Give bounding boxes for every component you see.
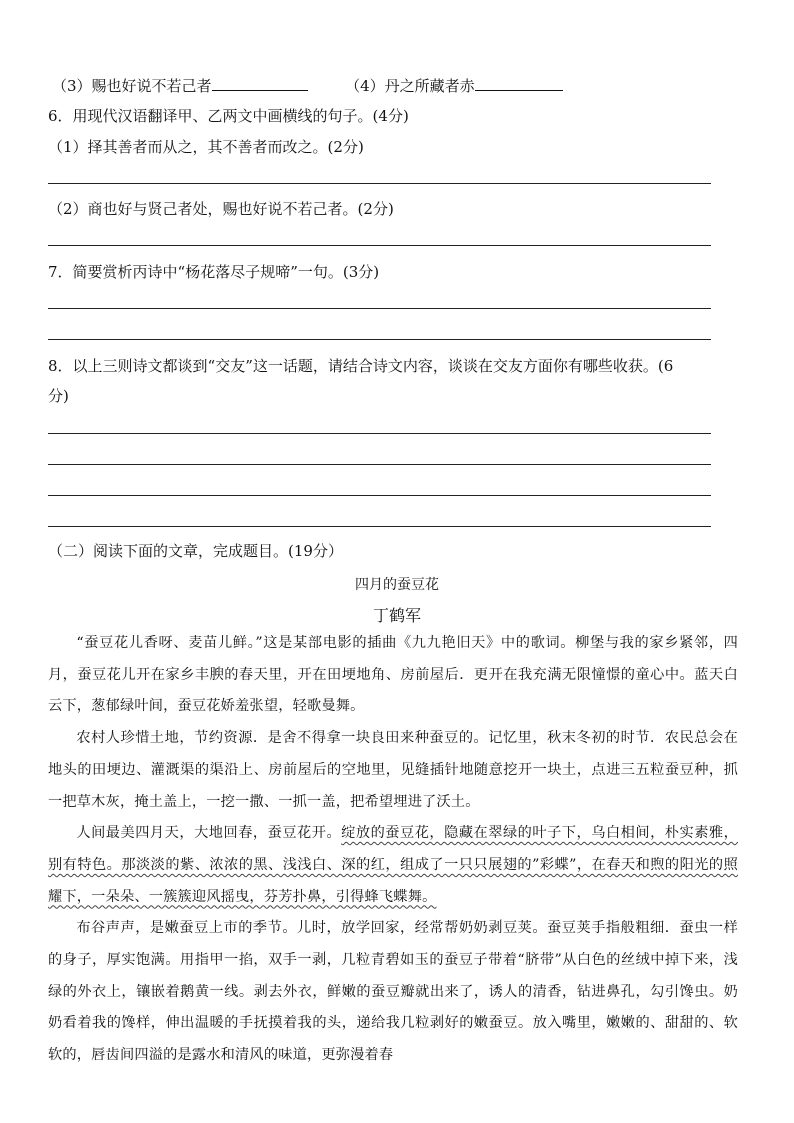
article-title: 四月的蚕豆花 [355,577,439,593]
answer-line[interactable] [48,183,711,184]
section-2-heading: （二）阅读下面的文章，完成题目。(19分） [48,542,343,560]
q5-item-3: （3）赐也好说不若己者 [52,77,212,95]
article-body [48,628,738,1072]
question-7-stem: 7．简要赏析丙诗中“杨花落尽子规啼”一句。(3分) [48,263,380,281]
answer-line[interactable] [48,308,711,309]
article-paragraph-4: 布谷声声，是嫩蚕豆上市的季节。儿时，放学回家，经常帮奶奶剥豆荚。蚕豆荚手指般粗细．蚕虫一样的身子，厚实饱满。用指甲一掐，双手一剥，几粒青碧如玉的蚕豆子带着“脐带”从白色的丝绒中掉下来，浅绿的外衣上，镶嵌着鹅黄一线。剥去外衣，鲜嫩的蚕豆瓣就出来了，诱人的清香，钻进鼻孔，勾引馋虫。奶奶看着我的馋样，伸出温暖的手抚摸着我的头，递给我几粒剥好的嫩蚕豆。放入嘴里，嫩嫩的、甜甜的、软软的，唇齿间四溢的是露水和清风的味道，更弥漫着春 [48,920,738,1064]
wavy-underlined-sentence: 绽放的蚕豆花，隐藏在翠绿的叶子下，乌白相间，朴实素雅，别有特色。那淡淡的紫、浓浓的黑、浅浅白、深的红，组成了一只只展翅的”彩蝶”，在春天和煦的阳光的照耀下，一朵朵、一簇簇迎风摇曳，芬芳扑鼻，引得蜂飞蝶舞。 [48,825,739,905]
answer-line[interactable] [48,245,711,246]
answer-line[interactable] [48,526,711,527]
article-paragraph-3 [48,818,738,913]
q5-item-4-blank[interactable] [475,74,563,91]
q5-item-4: （4）丹之所藏者赤 [345,77,475,95]
article-paragraph-1: “蚕豆花儿香呀、麦苗儿鲜。”这是某部电影的插曲《九九艳旧天》中的歌词。柳堡与我的家乡紧邻，四月，蚕豆花儿开在家乡丰腴的春天里，开在田埂地角、房前屋后．更开在我充满无限憧憬的童心中。蓝天白云下，葱郁绿叶间，蚕豆花娇羞张望，轻歌曼舞。 [48,635,738,715]
question-6-sub-2: （2）商也好与贤己者处，赐也好说不若己者。(2分) [48,200,394,218]
question-8-stem-line-1: 8．以上三则诗文都谈到“交友”这一话题，请结合诗文内容，谈谈在交友方面你有哪些收获。(6 [48,357,674,375]
q5-item-3-blank[interactable] [212,74,308,91]
article-paragraph-2: 农村人珍惜土地，节约资源．是舍不得拿一块良田来种蚕豆的。记忆里，秋末冬初的时节．农民总会在地头的田埂边、灌溉渠的渠沿上、房前屋后的空地里，见缝插针地随意挖开一块土，点进三五粒蚕豆种，抓一把草木灰，掩土盖上，一挖一撒、一抓一盖，把希望埋进了沃土。 [48,730,738,810]
question-6-stem: 6．用现代汉语翻译甲、乙两文中画横线的句子。(4分) [48,107,409,125]
answer-line[interactable] [48,339,711,340]
question-5-items [52,74,563,96]
paragraph-3-lead: 人间最美四月天，大地回春，蚕豆花开。 [76,825,342,842]
question-6-sub-1: （1）择其善者而从之，其不善者而改之。(2分) [48,138,364,156]
answer-line[interactable] [48,433,711,434]
question-8-stem-line-2: 分) [48,387,69,405]
answer-line[interactable] [48,495,711,496]
article-author: 丁鹤军 [372,606,421,625]
answer-line[interactable] [48,464,711,465]
